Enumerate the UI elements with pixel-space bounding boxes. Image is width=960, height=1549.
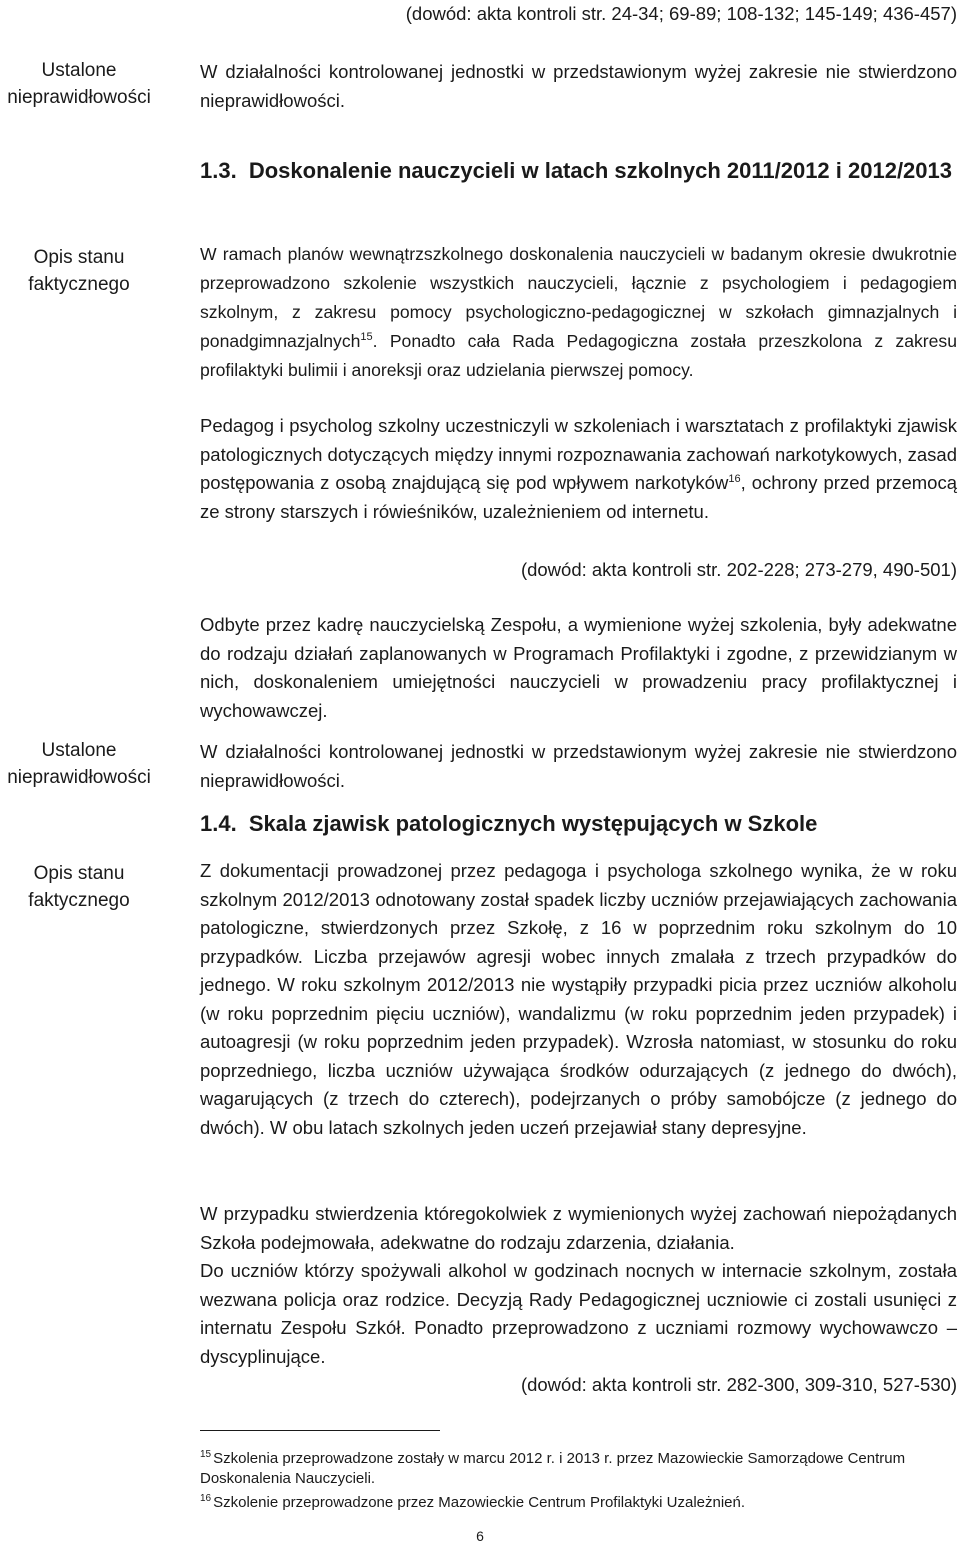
- top-citation: (dowód: akta kontroli str. 24-34; 69-89; 108-132; 145-149; 436-457): [405, 3, 957, 24]
- sidebar-label-opis-1: Opis stanu faktycznego: [28, 247, 130, 295]
- footnote-ref-16: 16: [728, 472, 741, 485]
- prev-no-irregularities: W działalności kontrolowanej jednostki w przedstawionym wyżej zakresie nie stwierdzono nieprawidłowości.: [200, 61, 957, 111]
- page-number: 6: [476, 1528, 484, 1544]
- sidebar-label-opis-2: Opis stanu faktycznego: [28, 863, 130, 911]
- section-1-3-heading: [200, 155, 957, 186]
- footnote-ref-15: 15: [360, 331, 373, 344]
- footnote-number: 15: [200, 1449, 212, 1460]
- sidebar-label-ustalone-1: Ustalone nieprawidłowości: [7, 60, 151, 108]
- paragraph-text: , ochrony przed przemocą ze strony starszych i rówieśników, uzależnieniem od internetu.: [200, 472, 957, 522]
- footnote-separator: [200, 1430, 440, 1431]
- section-1-3-number: 1.3.: [200, 158, 237, 183]
- section-1-4-citation: (dowód: akta kontroli str. 282-300, 309-310, 527-530): [520, 1374, 957, 1395]
- section-1-3-paragraph-2: [200, 412, 957, 526]
- footnote-number: 16: [200, 1493, 212, 1504]
- sidebar-label-ustalone-2: Ustalone nieprawidłowości: [7, 740, 151, 788]
- section-1-4-title: Skala zjawisk patologicznych występujących w Szkole: [248, 811, 818, 836]
- section-1-3-citation: (dowód: akta kontroli str. 202-228; 273-279, 490-501): [520, 559, 957, 580]
- section-1-3-paragraph-3: Odbyte przez kadrę nauczycielską Zespołu, a wymienione wyżej szkolenia, były adekwatne do rodzaju działań zaplanowanych w Programach Profilaktyki i zgodne, z przewidzianym w nich, doskonaleniem umiejętności nauczycieli w prowadzeniu pracy profilaktycznej i wychowawczej.: [200, 614, 957, 721]
- section-1-3-no-irregularities: W działalności kontrolowanej jednostki w przedstawionym wyżej zakresie nie stwierdzono nieprawidłowości.: [200, 741, 957, 791]
- paragraph-text: Pedagog i psycholog szkolny uczestniczyli w szkoleniach i warsztatach z profilaktyki zjawisk patologicznych dotyczących między innymi rozpoznawania zachowań narkotykowych, zasad postępowania z osobą znajdującą się pod wpływem narkotyków: [200, 415, 957, 493]
- footnote-text: Szkolenia przeprowadzone zostały w marcu 2012 r. i 2013 r. przez Mazowieckie Samorządowe Centrum Doskonalenia Nauczycieli.: [200, 1450, 906, 1487]
- paragraph-text: . Ponadto cała Rada Pedagogiczna została przeszkolona z zakresu profilaktyki bulimii i anoreksji oraz udzielania pierwszej pomocy.: [200, 331, 957, 380]
- section-1-4-paragraph-1: Z dokumentacji prowadzonej przez pedagoga i psychologa szkolnego wynika, że w roku szkolnym 2012/2013 odnotowany został spadek liczby uczniów przejawiających zachowania patologiczne, stwierdzonych przez Szkołę, z 16 w poprzednim roku szkolnym do 10 przypadków. Liczba przejawów agresji wobec innych zmalała z trzech przypadków do jednego. W roku szkolnym 2012/2013 nie wystąpiły przypadki picia przez uczniów alkoholu (w roku poprzednim pięciu uczniów), wandalizmu (w roku poprzednim jeden przypadek) i autoagresji (w roku poprzednim jeden przypadek). Wzrosła natomiast, w stosunku do roku poprzedniego, liczba uczniów używająca środków odurzających (z jednego do dwóch), wagarujących (z trzech do czterech), podejrzanych o próby samobójcze (z jednego do dwóch). W obu latach szkolnych jeden uczeń przejawiał stany depresyjne.: [200, 860, 957, 1138]
- section-1-4-paragraph-3: Do uczniów którzy spożywali alkohol w godzinach nocnych w internacie szkolnym, została wezwana policja oraz rodzice. Decyzją Rady Pedagogicznej uczniowie ci zostali usunięci z internatu Zespołu Szkół. Ponadto przeprowadzono z uczniami rozmowy wychowawczo – dyscyplinujące.: [200, 1260, 957, 1367]
- section-1-3-paragraph-1: [200, 240, 957, 385]
- footnote-16: [200, 1493, 957, 1513]
- paragraph-text: W ramach planów wewnątrzszkolnego doskonalenia nauczycieli w badanym okresie dwukrotnie przeprowadzono szkolenie wszystkich nauczycieli, łącznie z psychologiem i pedagogiem szkolnym, z zakresu pomocy psychologiczno-pedagogicznej w szkołach gimnazjalnych i ponadgimnazjalnych: [200, 244, 957, 351]
- section-1-4-heading: [200, 808, 957, 839]
- section-1-4-paragraph-2: W przypadku stwierdzenia któregokolwiek z wymienionych wyżej zachowań niepożądanych Szkoła podejmowała, adekwatne do rodzaju zdarzenia, działania.: [200, 1203, 957, 1253]
- footnote-15: [200, 1449, 957, 1489]
- section-1-4-number: 1.4.: [200, 811, 237, 836]
- footnote-text: Szkolenie przeprowadzone przez Mazowieckie Centrum Profilaktyki Uzależnień.: [213, 1494, 746, 1511]
- section-1-3-title: Doskonalenie nauczycieli w latach szkolnych 2011/2012 i 2012/2013: [248, 158, 953, 183]
